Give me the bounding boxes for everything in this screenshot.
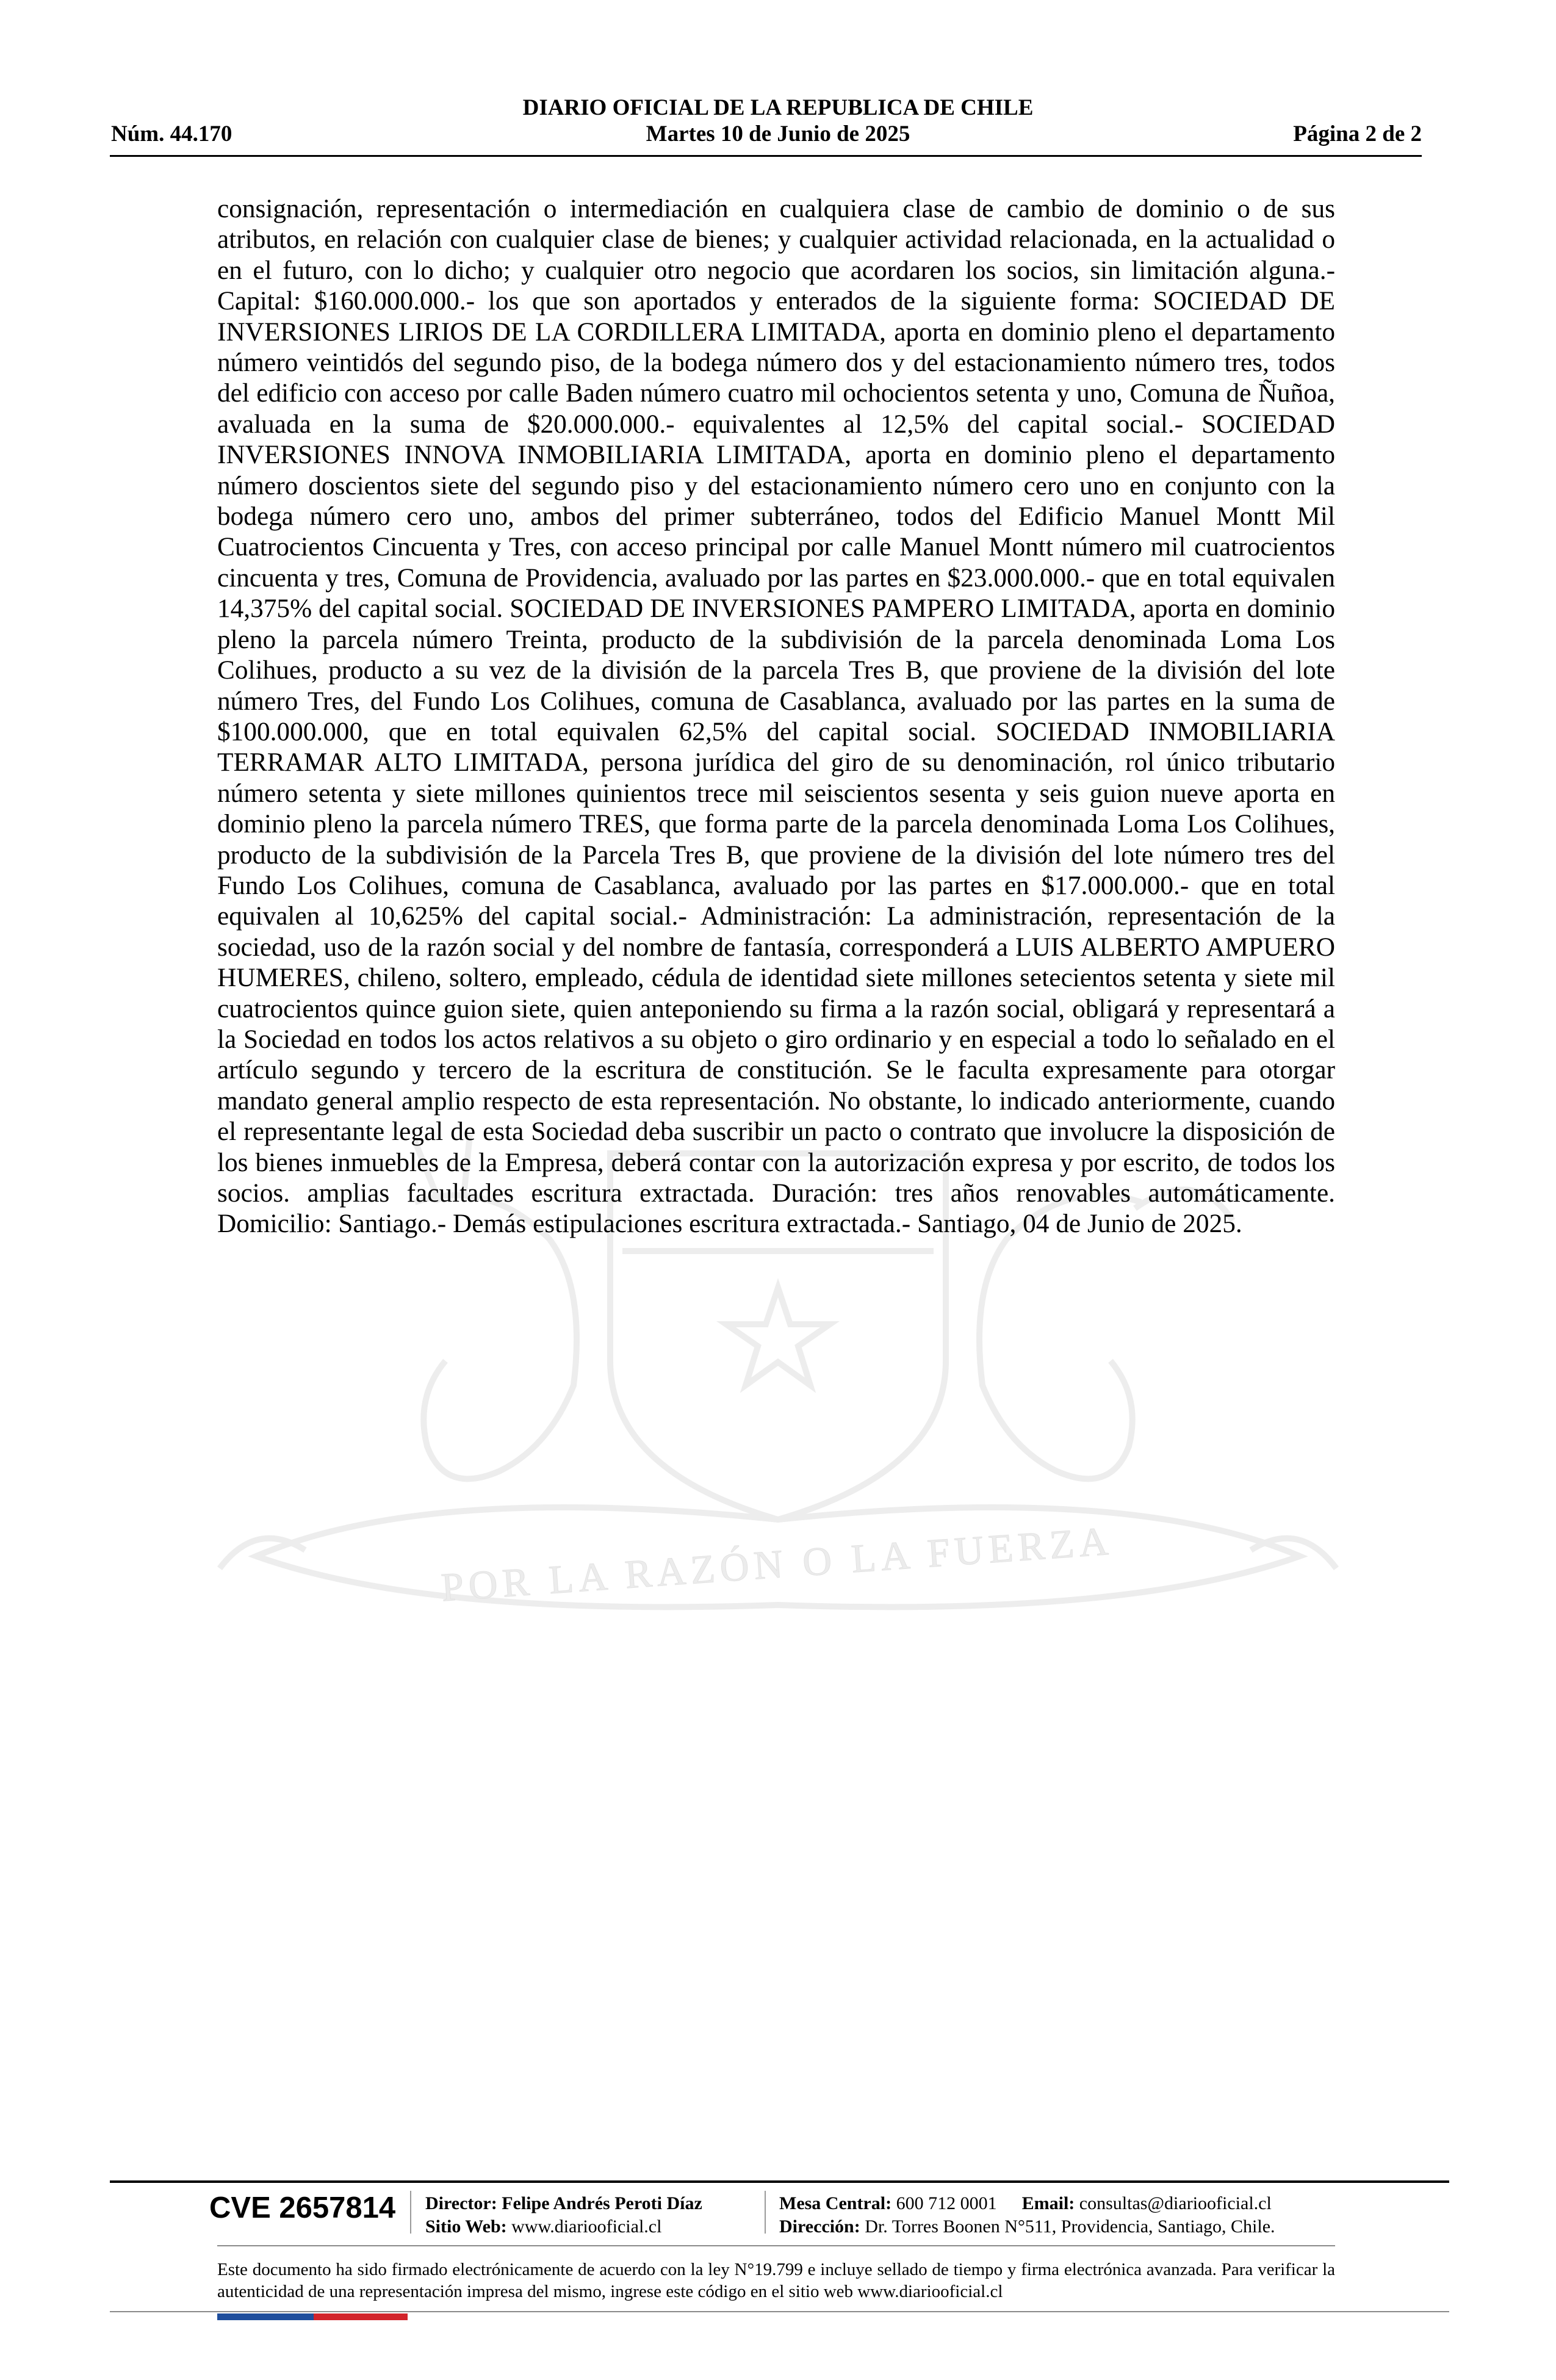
page-indicator: Página 2 de 2 (1293, 121, 1422, 146)
footer-divider-bottom (110, 2311, 1449, 2312)
address-value: Dr. Torres Boonen N°511, Providencia, Santiago, Chile. (865, 2216, 1275, 2237)
website-link[interactable]: www.diariooficial.cl (511, 2216, 662, 2237)
footer-divider-top (110, 2180, 1449, 2183)
address-label: Dirección: (779, 2216, 860, 2237)
flag-stripe-blue (217, 2313, 314, 2320)
mesa-central-phone: 600 712 0001 (896, 2193, 997, 2213)
publication-title: DIARIO OFICIAL DE LA REPUBLICA DE CHILE (522, 95, 1034, 120)
footer-divider-mid (217, 2245, 1335, 2246)
notice-body-text: consignación, representación o intermediación en cualquiera clase de cambio de dominio o de sus atributos, en relación con cualquier clase de bienes; y cualquier actividad relacionada, en la actualidad o en el futuro, con lo dicho; y cualquier otro negocio que acordaren los socios, sin limitación alguna.- Capital: $160.000.000.- los que son aportados y enterados de la siguiente forma: SOCIEDAD DE INVERSIONES LIRIOS DE LA CORDILLERA LIMITADA, aporta en dominio pleno el departamento número veintidós del segundo piso, de la bodega número dos y del estacionamiento número tres, todos del edificio con acceso por calle Baden número cuatro mil ochocientos setenta y uno, Comuna de Ñuñoa, avaluada en la suma de $20.000.000.- equivalentes al 12,5% del capital social.- SOCIEDAD INVERSIONES INNOVA INMOBILIARIA LIMITADA, aporta en dominio pleno el departamento número doscientos siete del segundo piso y del estacionamiento número cero uno en conjunto con la bodega número cero uno, ambos del primer subterráneo, todos del Edificio Manuel Montt Mil Cuatrocientos Cincuenta y Tres, con acceso principal por calle Manuel Montt número mil cuatrocientos cincuenta y tres, Comuna de Providencia, avaluado por las partes en $23.000.000.- que en total equivalen 14,375% del capital social. SOCIEDAD DE INVERSIONES PAMPERO LIMITADA, aporta en dominio pleno la parcela número Treinta, producto de la subdivisión de la parcela denominada Loma Los Colihues, producto a su vez de la división de la parcela Tres B, que proviene de la división del lote número Tres, del Fundo Los Colihues, comuna de Casablanca, avaluado por las partes en la suma de $100.000.000, que en total equivalen 62,5% del capital social. SOCIEDAD INMOBILIARIA TERRAMAR ALTO LIMITADA, persona jurídica del giro de su denominación, rol único tributario número setenta y siete millones quinientos trece mil seiscientos sesenta y seis guion nueve aporta en dominio pleno la parcela número TRES, que forma parte de la parcela denominada Loma Los Colihues, producto de la subdivisión de la Parcela Tres B, que proviene de la división del lote número tres del Fundo Los Colihues, comuna de Casablanca, avaluado por las partes en $17.000.000.- que en total equivalen al 10,625% del capital social.- Administración: La administración, representación de la sociedad, uso de la razón social y del nombre de fantasía, corresponderá a LUIS ALBERTO AMPUERO HUMERES, chileno, soltero, empleado, cédula de identidad siete millones setecientos setenta y siete mil cuatrocientos quince guion siete, quien anteponiendo su firma a la razón social, obligará y representará a la Sociedad en todos los actos relativos a su objeto o giro ordinario y en especial a todo lo señalado en el artículo segundo y tercero de la escritura de constitución. Se le faculta expresamente para otorgar mandato general amplio respecto de esta representación. No obstante, lo indicado anteriormente, cuando el representante legal de esta Sociedad deba suscribir un pacto o contrato que involucre la disposición de los bienes inmuebles de la Empresa, deberá contar con la autorización expresa y por escrito, de todos los socios. amplias facultades escritura extractada. Duración: tres años renovables automáticamente. Domicilio: Santiago.- Demás estipulaciones escritura extractada.- Santiago, 04 de Junio de 2025. (217, 194, 1335, 1239)
website-label: Sitio Web: (425, 2216, 507, 2237)
issue-date: Martes 10 de Junio de 2025 (646, 121, 910, 146)
website-line (425, 2215, 702, 2238)
director-label: Director: (425, 2193, 497, 2213)
email-link[interactable]: consultas@diariooficial.cl (1079, 2193, 1272, 2213)
footer-contact-block (779, 2192, 1275, 2238)
mesa-central-label: Mesa Central: (779, 2193, 892, 2213)
header-divider (110, 155, 1422, 157)
electronic-signature-note: Este documento ha sido firmado electrónicamente de acuerdo con la ley N°19.799 e incluye sellado de tiempo y firma electrónica avanzada. Para verificar la autenticidad de una representación impresa del mismo, ingrese este código en el sitio web www.diariooficial.cl (217, 2260, 1335, 2301)
contact-line (779, 2192, 1275, 2215)
director-line (425, 2192, 702, 2215)
footer-separator (765, 2191, 766, 2234)
issue-number: Núm. 44.170 (111, 121, 232, 146)
director-name: Felipe Andrés Peroti Díaz (502, 2193, 702, 2213)
watermark-motto: POR LA RAZÓN O LA FUERZA (439, 1518, 1115, 1610)
address-line (779, 2215, 1275, 2238)
email-label: Email: (1021, 2193, 1075, 2213)
cve-code: CVE 2657814 (209, 2191, 396, 2224)
footer-separator (410, 2191, 411, 2234)
footer-director-block (425, 2192, 702, 2238)
flag-stripe-red (314, 2313, 408, 2320)
